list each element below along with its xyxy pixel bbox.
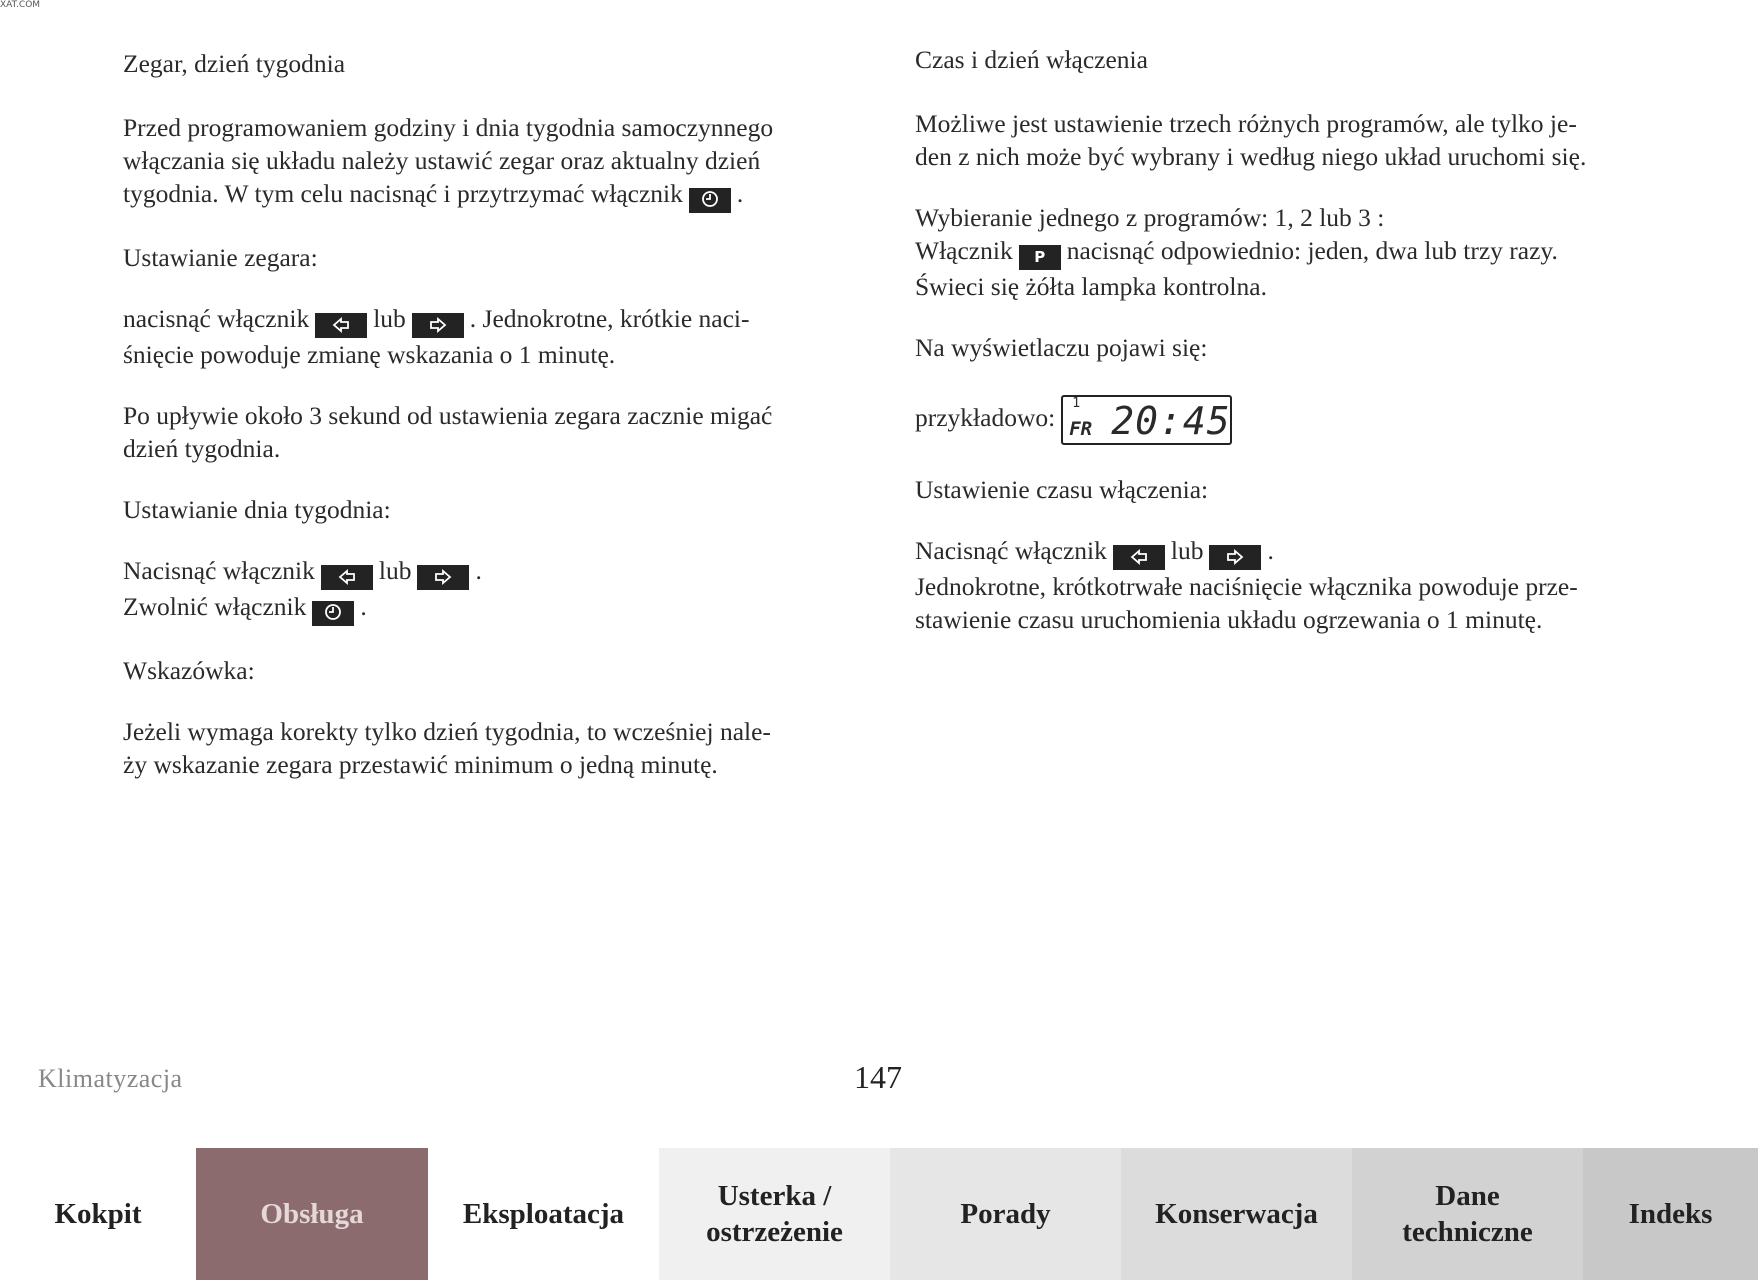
right-arrow-button-icon [412, 313, 464, 338]
lcd-day: FR [1069, 418, 1093, 441]
set-day-release-text: Zwolnić włącznik [123, 592, 307, 621]
select-text-b: nacisnąć odpowiednio: jeden, dwa lub trzy razy. [1066, 236, 1558, 265]
tab-konserwacja[interactable] [1121, 1148, 1352, 1280]
lamp-line: Świeci się żółta lampka kontrolna. [915, 272, 1267, 301]
tab-obsluga[interactable] [196, 1148, 428, 1280]
right-intro-line-1: Możliwe jest ustawienie trzech różnych programów, ale tylko je- [915, 109, 1577, 138]
section-label: Klimatyzacja [38, 1064, 183, 1093]
hint-line-1: Jeżeli wymaga korekty tylko dzień tygodnia, to wcześniej nale- [123, 717, 771, 746]
tab-dane-techniczne[interactable] [1352, 1148, 1583, 1280]
page-number: 147 [854, 1059, 902, 1095]
set-time-press-line: Nacisnąć włącznik lub . [915, 534, 1635, 570]
tab-label-line-2: ostrzeżenie [706, 1216, 843, 1248]
set-clock-line-2: śnięcie powoduje zmianę wskazania o 1 minutę. [123, 340, 616, 369]
set-time-press-text: Nacisnąć włącznik [915, 536, 1107, 566]
intro-line-2: włączania się układu należy ustawić zegar oraz aktualny dzień [123, 146, 761, 175]
intro-line-1: Przed programowaniem godziny i dnia tygodnia samoczynnego [123, 113, 774, 142]
tab-label: Kokpit [54, 1198, 142, 1230]
select-label: Wybieranie jednego z programów: 1, 2 lub 3 : [915, 203, 1385, 232]
after-clock-line-2: dzień tygodnia. [123, 434, 281, 463]
tab-usterka[interactable] [659, 1148, 890, 1280]
right-arrow-button-icon [417, 565, 469, 590]
set-clock-text-b: . Jednokrotne, krótkie naci- [469, 304, 750, 333]
set-clock-label: Ustawianie zegara: [123, 243, 318, 272]
chapter-tabs [0, 1148, 1758, 1280]
or-word: lub [1170, 536, 1204, 566]
select-line [915, 234, 1635, 270]
left-heading: Zegar, dzień tygodnia [123, 49, 346, 78]
tab-indeks[interactable] [1583, 1148, 1758, 1280]
tab-label: Konserwacja [1155, 1198, 1318, 1230]
lcd-time: 20:45 [1111, 399, 1231, 444]
tab-label: Dane [1435, 1180, 1500, 1212]
set-time-label: Ustawienie czasu włączenia: [915, 475, 1209, 505]
set-clock-text-a: nacisnąć włącznik [123, 304, 310, 333]
left-arrow-button-icon [315, 313, 367, 338]
left-arrow-button-icon [1113, 545, 1165, 570]
hint-label: Wskazówka: [123, 656, 255, 685]
left-column [123, 47, 843, 781]
set-day-press-text: Nacisnąć włącznik [123, 556, 315, 585]
display-label: Na wyświetlaczu pojawi się: [915, 333, 1208, 362]
left-arrow-button-icon [321, 565, 373, 590]
set-day-release-line: Zwolnić włącznik . [123, 590, 843, 626]
example-line [915, 392, 1635, 445]
program-button-icon: P [1019, 245, 1061, 270]
tab-label: Indeks [1628, 1198, 1713, 1230]
set-time-text-1: Jednokrotne, krótkotrwałe naciśnięcie włącznika powoduje prze- [915, 572, 1578, 602]
set-time-text-2: stawienie czasu uruchomienia układu ogrzewania o 1 minutę. [915, 605, 1543, 635]
hint-line-2: ży wskazanie zegara przestawić minimum o jedną minutę. [123, 750, 718, 779]
set-day-label: Ustawianie dnia tygodnia: [123, 495, 391, 524]
lcd-display [1061, 395, 1232, 445]
set-day-press-line: Nacisnąć włącznik lub . [123, 554, 843, 590]
after-clock-line-1: Po upływie około 3 sekund od ustawienia zegara zacznie migać [123, 401, 773, 430]
or-word: lub [378, 556, 412, 585]
clock-button-icon [689, 188, 731, 213]
set-clock-line-1 [123, 302, 843, 338]
watermark: XAT.COM [0, 0, 41, 10]
lcd-program: 1 [1072, 396, 1081, 412]
tab-label: Porady [960, 1198, 1051, 1230]
or-word: lub [373, 304, 406, 333]
tab-eksploatacja[interactable] [428, 1148, 659, 1280]
right-column [915, 43, 1635, 636]
tab-label-line-2: techniczne [1402, 1216, 1533, 1248]
tab-porady[interactable] [890, 1148, 1121, 1280]
tab-label: Eksploatacja [462, 1198, 625, 1230]
right-arrow-button-icon [1209, 545, 1261, 570]
example-label: przykładowo: [915, 403, 1056, 432]
intro-line-3-text: tygodnia. W tym celu nacisnąć i przytrzymać włącznik [123, 179, 683, 208]
tab-label: Obsługa [260, 1198, 364, 1230]
clock-button-icon [312, 601, 354, 626]
select-text-a: Włącznik [915, 236, 1013, 265]
tab-kokpit[interactable] [0, 1148, 196, 1280]
tab-label: Usterka / [717, 1180, 832, 1212]
right-intro-line-2: den z nich może być wybrany i według niego układ uruchomi się. [915, 142, 1587, 171]
intro-line-3: tygodnia. W tym celu nacisnąć i przytrzymać włącznik . [123, 177, 843, 213]
right-heading: Czas i dzień włączenia [915, 45, 1148, 74]
